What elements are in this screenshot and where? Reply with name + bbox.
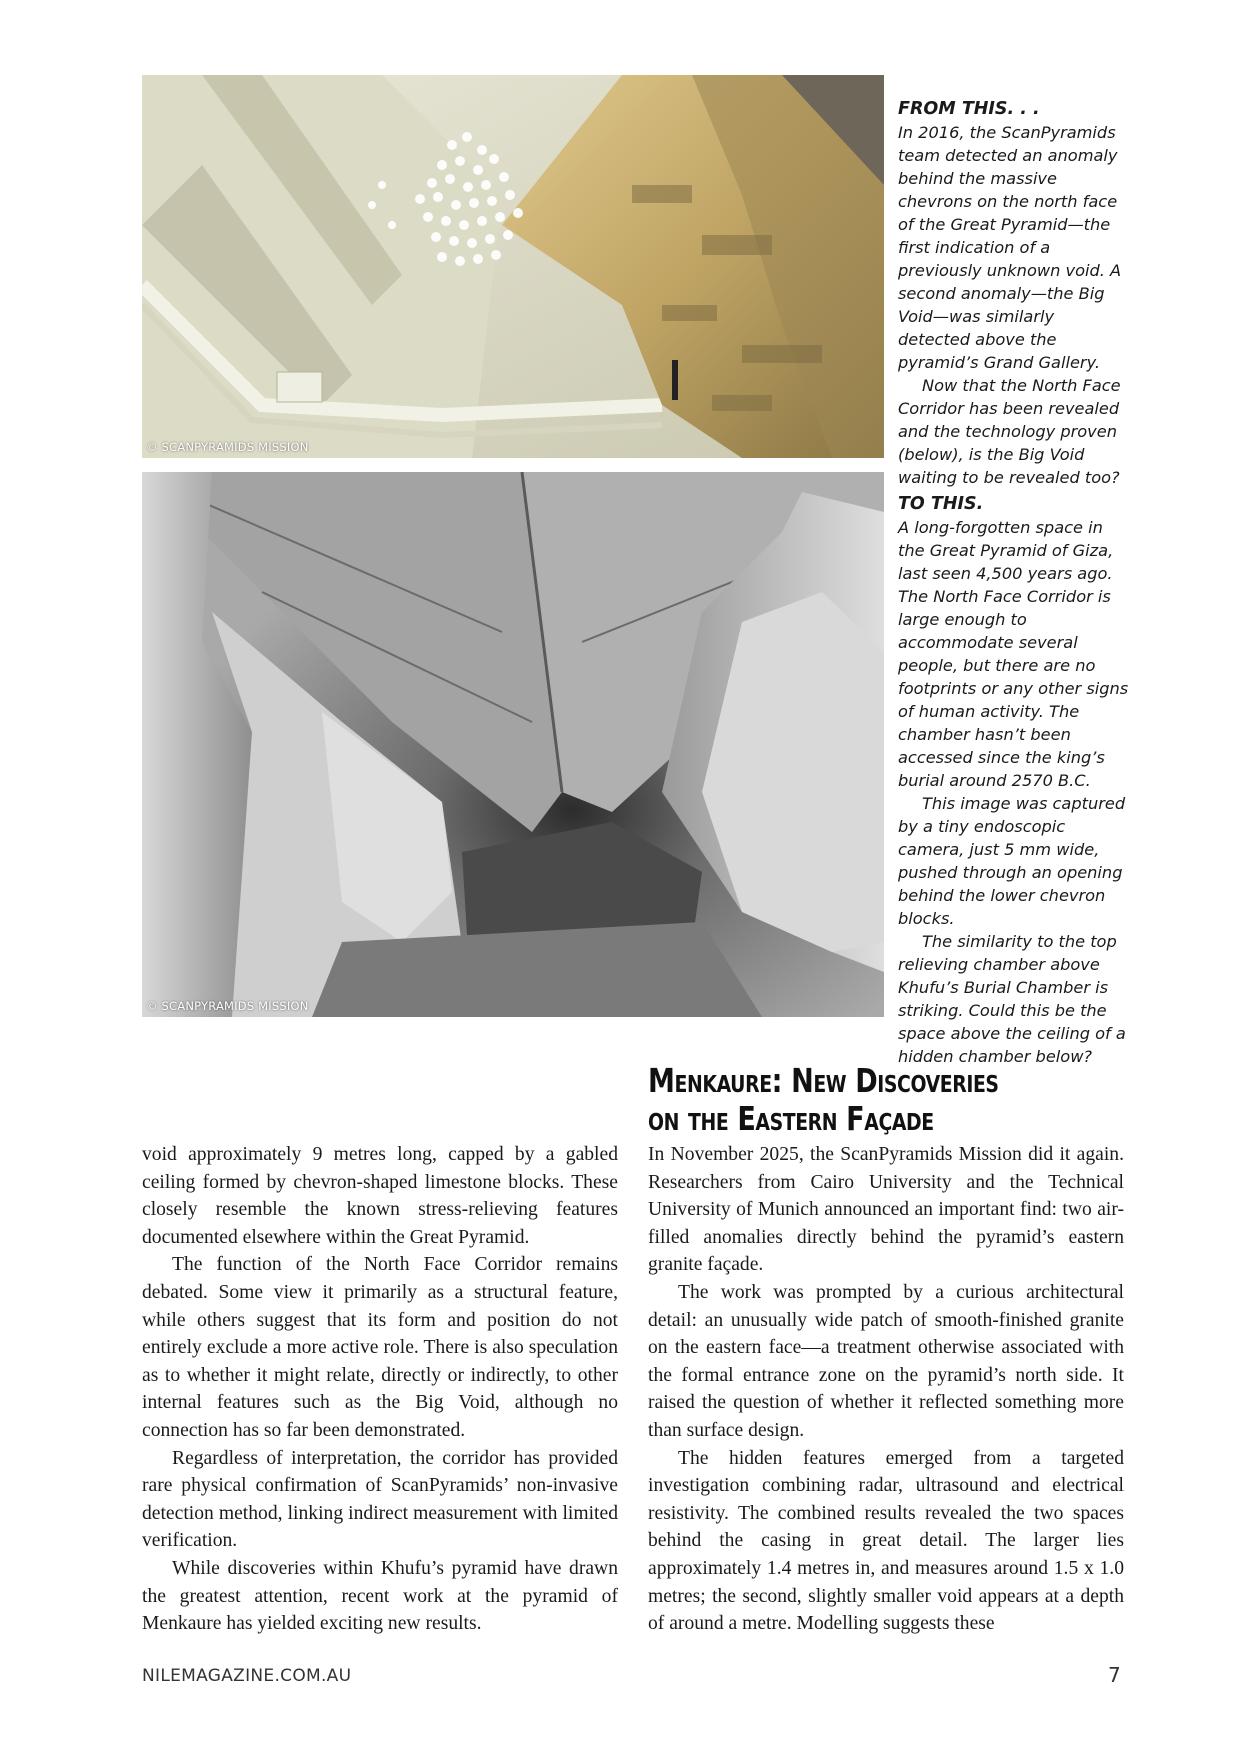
- article-heading: [648, 1062, 1042, 1138]
- caption-top: [898, 97, 1130, 489]
- body-right-paragraph-2: The work was prompted by a curious architectural detail: an unusually wide patch of smooth-finished granite on the eastern face—a treatment otherwise associated with the formal entrance zone on the pyramid’s north side. It raised the question of whether it reflected something more than surface design.: [648, 1281, 1124, 1441]
- body-right-paragraph-3: The hidden features emerged from a targeted investigation combining radar, ultrasound and electrical resistivity. The combined results revealed the two spaces behind the casing in great detail. The larger lies approximately 1.4 metres in, and measures around 1.5 x 1.0 metres; the second, slightly smaller void appears at a depth of around a metre. Modelling suggests these: [648, 1447, 1124, 1635]
- page-number: 7: [1108, 1663, 1121, 1687]
- article-heading-line-1: Menkaure: New Discoveries: [648, 1061, 999, 1100]
- top-render-image: [142, 75, 884, 458]
- caption-bottom-paragraph-3: The similarity to the top relieving chamber above Khufu’s Burial Chamber is striking. Could this be the space above the ceiling of a hidden chamber below?: [898, 932, 1126, 1066]
- footer-website: NILEMAGAZINE.COM.AU: [142, 1666, 352, 1686]
- caption-bottom: [898, 492, 1130, 1068]
- body-left-paragraph-1: void approximately 9 metres long, capped by a gabled ceiling formed by chevron-shaped limestone blocks. These closely resemble the known stress-relieving features documented elsewhere within the Great Pyramid.: [142, 1144, 618, 1248]
- body-right-paragraph-1: In November 2025, the ScanPyramids Mission did it again. Researchers from Cairo University and the Technical University of Munich announced an important find: two air-filled anomalies directly behind the pyramid’s eastern granite façade.: [648, 1144, 1124, 1276]
- image-credit-bottom: © SCANPYRAMIDS MISSION: [146, 999, 309, 1013]
- pyramid-render-illustration: [142, 75, 884, 458]
- corridor-photo: [142, 472, 884, 1017]
- body-left-paragraph-2: The function of the North Face Corridor remains debated. Some view it primarily as a structural feature, while others suggest that its form and position do not entirely exclude a more active role. There is also speculation as to whether it might relate, directly or indirectly, to other internal features such as the Big Void, although no connection has so far been demonstrated.: [142, 1254, 618, 1441]
- body-left-paragraph-4: While discoveries within Khufu’s pyramid have drawn the greatest attention, recent work at the pyramid of Menkaure has yielded exciting new results.: [142, 1557, 618, 1635]
- body-column-left: [142, 1141, 618, 1638]
- image-credit-top: © SCANPYRAMIDS MISSION: [146, 440, 309, 454]
- caption-bottom-paragraph-1: A long-forgotten space in the Great Pyramid of Giza, last seen 4,500 years ago. The North Face Corridor is large enough to accommodate several people, but there are no footprints or any other signs of human activity. The chamber hasn’t been accessed since the king’s burial around 2570 B.C.: [898, 518, 1129, 790]
- caption-top-paragraph-1: In 2016, the ScanPyramids team detected an anomaly behind the massive chevrons on the north face of the Great Pyramid—the first indication of a previously unknown void. A second anomaly—the Big Void—was similarly detected above the pyramid’s Grand Gallery.: [898, 123, 1122, 372]
- caption-top-paragraph-2: Now that the North Face Corridor has been revealed and the technology proven (below), is the Big Void waiting to be revealed too?: [898, 376, 1121, 487]
- body-column-right: [648, 1141, 1124, 1638]
- article-heading-line-2: on the Eastern Façade: [648, 1099, 934, 1138]
- corridor-illustration: [142, 472, 884, 1017]
- caption-top-heading: FROM THIS. . .: [898, 99, 1040, 119]
- caption-bottom-heading: TO THIS.: [898, 494, 984, 514]
- body-left-paragraph-3: Regardless of interpretation, the corridor has provided rare physical confirmation of ScanPyramids’ non-invasive detection method, linking indirect measurement with limited verification.: [142, 1447, 618, 1552]
- caption-bottom-paragraph-2: This image was captured by a tiny endoscopic camera, just 5 mm wide, pushed through an opening behind the lower chevron blocks.: [898, 794, 1126, 928]
